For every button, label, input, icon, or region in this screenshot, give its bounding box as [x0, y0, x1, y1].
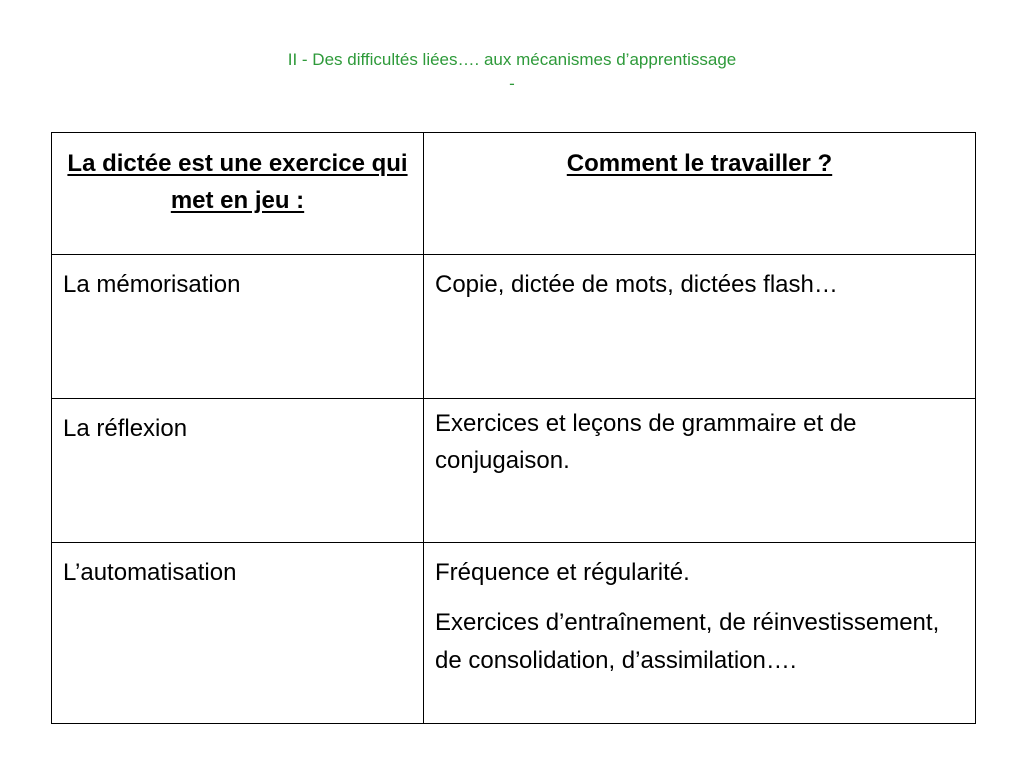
work-cell [424, 255, 976, 399]
header-mechanism-label: La dictée est une exercice qui met en jeu : [67, 150, 408, 214]
mechanism-text: La mémorisation [63, 271, 241, 298]
mechanism-cell [52, 255, 424, 399]
mechanism-cell [52, 543, 424, 724]
mechanism-cell [52, 399, 424, 543]
table-row [52, 255, 976, 399]
work-text: Copie, dictée de mots, dictées flash… [435, 271, 838, 298]
header-work-label: Comment le travailler ? [566, 150, 833, 177]
header-cell-mechanism [52, 133, 424, 255]
work-cell [424, 399, 976, 543]
mechanism-text: L’automatisation [63, 559, 237, 586]
work-text-paragraph: Exercices d’entraînement, de réinvestissement, de consolidation, d’assimilation…. [435, 609, 940, 674]
work-text-paragraph: Fréquence et régularité. [435, 559, 690, 586]
table-row [52, 399, 976, 543]
dictee-table [51, 132, 976, 724]
table-row [52, 543, 976, 724]
header-cell-work [424, 133, 976, 255]
table-header-row [52, 133, 976, 255]
slide-title [0, 48, 1024, 96]
slide-title-text: II - Des difficultés liées…. aux mécanismes d’apprentissage [287, 50, 737, 69]
work-text: Exercices et leçons de grammaire et de conjugaison. [435, 410, 857, 474]
work-cell [424, 543, 976, 724]
work-cell-content [424, 543, 975, 680]
slide-title-dash: - [509, 74, 515, 93]
mechanism-text: La réflexion [63, 415, 188, 442]
